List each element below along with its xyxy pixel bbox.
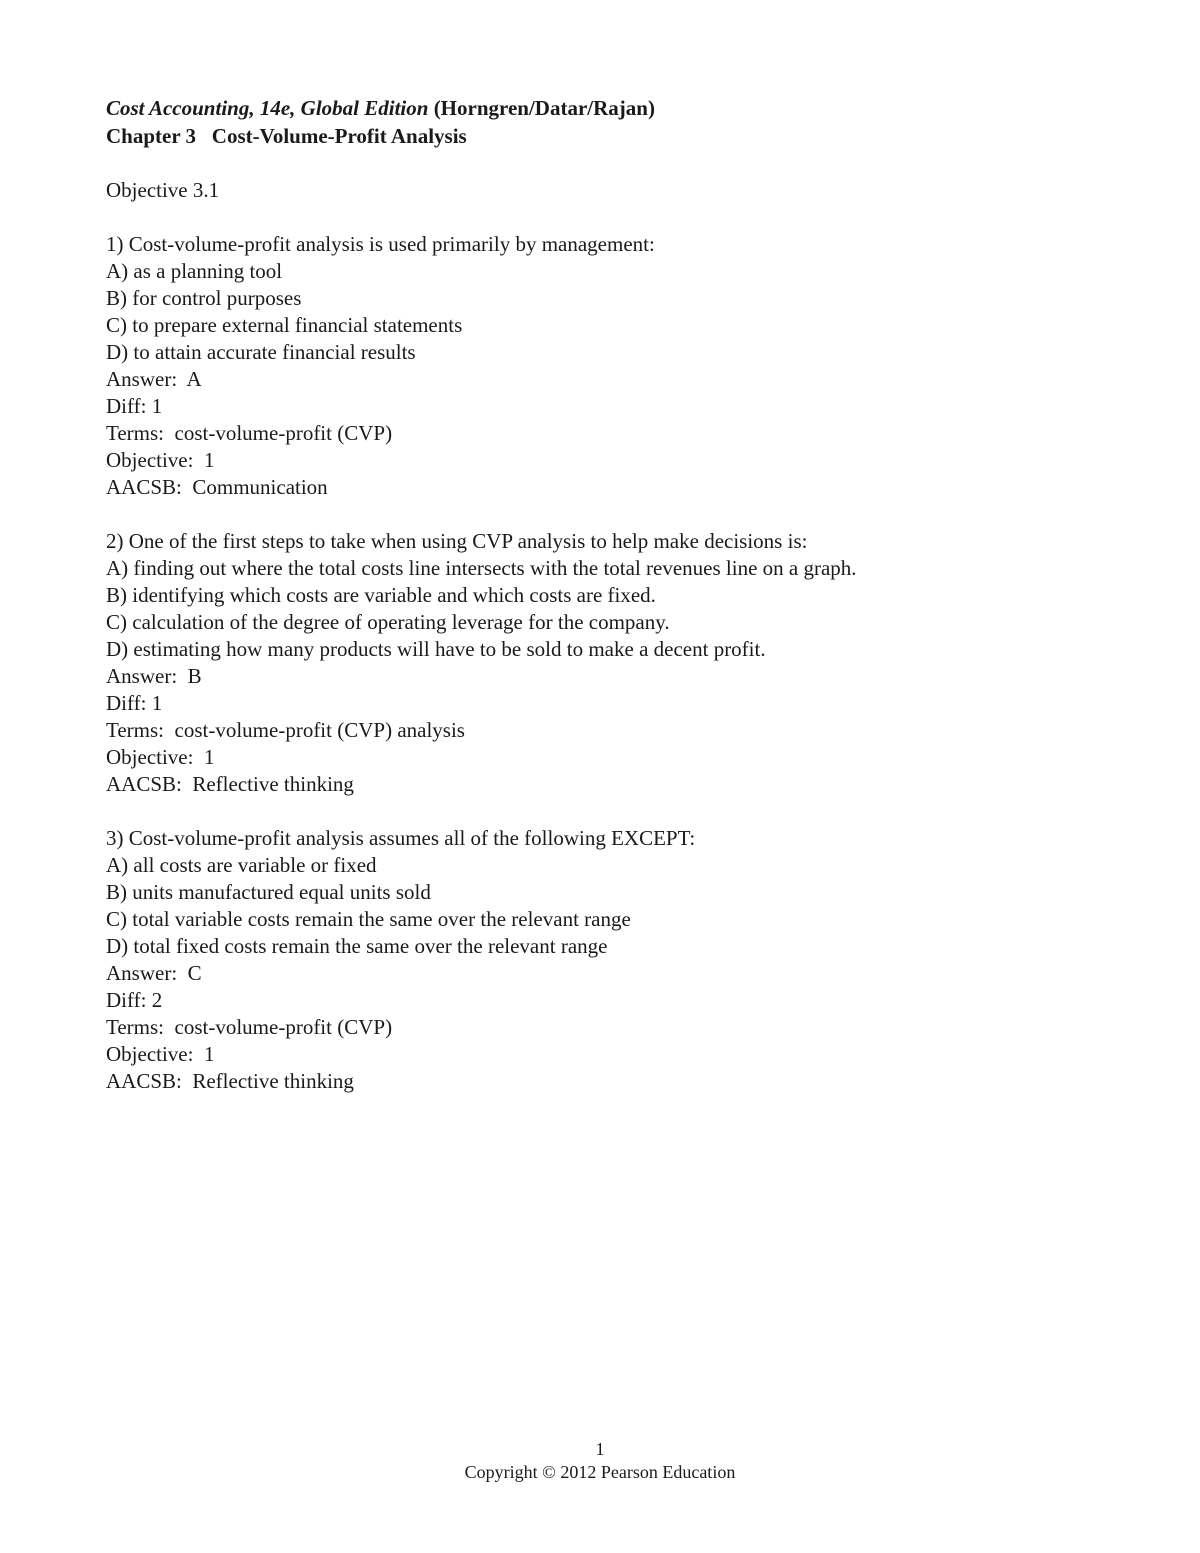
question-block <box>106 528 1106 798</box>
answer-option: A) as a planning tool <box>106 259 283 283</box>
difficulty: Diff: 1 <box>106 691 163 715</box>
spacer <box>106 150 1106 177</box>
question-stem: 2) One of the first steps to take when using CVP analysis to help make decisions is: <box>106 529 808 553</box>
question-stem: 1) Cost-volume-profit analysis is used primarily by management: <box>106 232 655 256</box>
answer-option: C) to prepare external financial statements <box>106 313 463 337</box>
page-number: 1 <box>595 1439 605 1459</box>
copyright-notice: Copyright © 2012 Pearson Education <box>464 1462 736 1482</box>
objective: Objective: 1 <box>106 1042 215 1066</box>
spacer <box>106 501 1106 528</box>
question-block <box>106 825 1106 1095</box>
book-title-line <box>106 94 1106 122</box>
terms: Terms: cost-volume-profit (CVP) <box>106 421 393 445</box>
aacsb: AACSB: Reflective thinking <box>106 772 354 796</box>
document-page <box>106 94 1106 1095</box>
book-authors: (Horngren/Datar/Rajan) <box>428 96 655 120</box>
answer-key: Answer: C <box>106 961 202 985</box>
answer-option: C) total variable costs remain the same over the relevant range <box>106 907 631 931</box>
terms: Terms: cost-volume-profit (CVP) <box>106 1015 393 1039</box>
answer-option: B) units manufactured equal units sold <box>106 880 431 904</box>
difficulty: Diff: 2 <box>106 988 163 1012</box>
answer-key: Answer: B <box>106 664 202 688</box>
answer-key: Answer: A <box>106 367 202 391</box>
spacer <box>106 798 1106 825</box>
book-title: Cost Accounting, 14e, Global Edition <box>106 96 429 120</box>
question-block <box>106 231 1106 501</box>
answer-option: D) to attain accurate financial results <box>106 340 416 364</box>
answer-option: D) estimating how many products will have to be sold to make a decent profit. <box>106 637 766 661</box>
answer-option: C) calculation of the degree of operating leverage for the company. <box>106 610 670 634</box>
answer-option: A) finding out where the total costs line intersects with the total revenues line on a graph. <box>106 556 857 580</box>
objective: Objective: 1 <box>106 448 215 472</box>
difficulty: Diff: 1 <box>106 394 163 418</box>
answer-option: B) for control purposes <box>106 286 302 310</box>
chapter-title: Chapter 3 Cost-Volume-Profit Analysis <box>106 124 467 148</box>
objective-heading: Objective 3.1 <box>106 178 220 202</box>
objective: Objective: 1 <box>106 745 215 769</box>
terms: Terms: cost-volume-profit (CVP) analysis <box>106 718 465 742</box>
question-stem: 3) Cost-volume-profit analysis assumes all of the following EXCEPT: <box>106 826 696 850</box>
answer-option: A) all costs are variable or fixed <box>106 853 377 877</box>
spacer <box>106 204 1106 231</box>
answer-option: D) total fixed costs remain the same over the relevant range <box>106 934 608 958</box>
aacsb: AACSB: Communication <box>106 475 328 499</box>
aacsb: AACSB: Reflective thinking <box>106 1069 354 1093</box>
answer-option: B) identifying which costs are variable and which costs are fixed. <box>106 583 656 607</box>
